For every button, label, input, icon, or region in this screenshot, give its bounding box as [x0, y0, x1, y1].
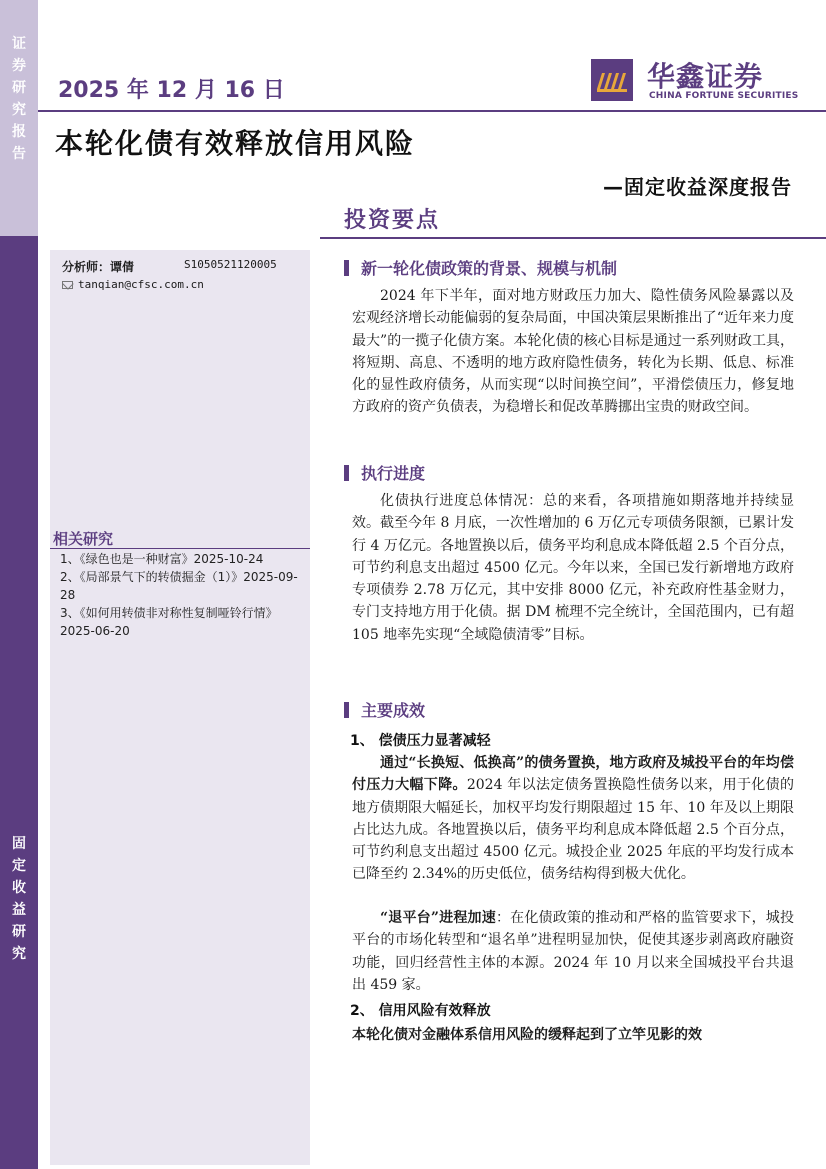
paragraph-debt-pressure: 通过“长换短、低换高”的债务置换，地方政府及城投平台的年均偿付压力大幅下降。2024 年以法定债务置换隐性债务以来，用于化债的地方债期限大幅延长，加权平均发行期限超过 15 年、10 年及以上期限占比达九成。各地置换以后，债务平均利息成本降低超 2.5 个百分点，可节约利息支出超过 4500 亿元。城投企业 2025 年底的平均发行成本已降至约 2.34%的历史低位，债务结构得到极大优化。	[352, 755, 795, 883]
related-research-divider	[50, 548, 310, 549]
related-research-item[interactable]: 2、《局部景气下的转债掘金（1）》2025-09-28	[60, 570, 298, 602]
related-research-item[interactable]: 1、《绿色也是一种财富》2025-10-24	[60, 552, 264, 566]
section-heading-progress: 执行进度	[344, 461, 425, 484]
header-divider	[38, 110, 826, 112]
investment-highlights-heading: 投资要点	[344, 208, 441, 233]
company-logo	[591, 55, 799, 105]
report-subtitle: —固定收益深度报告	[603, 175, 792, 199]
sidebar-label-fixed-income: 固 定 收 益 研 究	[12, 836, 26, 962]
report-title: 本轮化债有效释放信用风险	[55, 127, 416, 160]
envelope-icon	[62, 281, 73, 289]
report-date: 2025 年 12 月 16 日	[58, 78, 285, 103]
section-divider	[320, 237, 826, 239]
logo-mark-icon	[591, 59, 633, 101]
logo-chinese-name: 华鑫证券	[647, 60, 764, 93]
paragraph-platform-exit: “退平台”进程加速：在化债政策的推动和严格的监管要求下，城投平台的市场化转型和“退名单”进程明显加快，促使其逐步剥离政府融资功能，回归经营性主体的本源。2024 年 10 月以来全国城投平台共退出 459 家。	[352, 910, 794, 993]
subheading-credit-risk: 2、 信用风险有效释放	[350, 1003, 491, 1019]
paragraph-credit-risk: 本轮化债对金融体系信用风险的缓释起到了立竿见影的效	[352, 1027, 702, 1043]
paragraph-background: 2024 年下半年，面对地方财政压力加大、隐性债务风险暴露以及宏观经济增长动能偏弱的复杂局面，中国决策层果断推出了“近年来力度最大”的一揽子化债方案。本轮化债的核心目标是通过一系列财政工具，将短期、高息、不透明的地方政府隐性债务，转化为长期、低息、标准化的显性政府债务，从而实现“以时间换空间”，平滑偿债压力，修复地方政府的资产负债表，为稳增长和促改革腾挪出宝贵的财政空间。	[352, 288, 794, 416]
related-research-item[interactable]: 3、《如何用转债非对称性复制哑铃行情》2025-06-20	[60, 606, 278, 638]
left-info-panel	[50, 250, 310, 1165]
logo-english-name: CHINA FORTUNE SECURITIES	[649, 91, 799, 101]
paragraph-progress: 化债执行进度总体情况：总的来看，各项措施如期落地并持续显效。截至今年 8 月底，一次性增加的 6 万亿元专项债务限额，已累计发行 4 万亿元。各地置换以后，债务平均利息成本降低超 2.5 个百分点，可节约利息支出超过 4500 亿元。今年以来，全国已发行新增地方政府专项债券 2.78 万亿元，其中安排 8000 亿元，补充政府性基金财力，专门支持地方用于化债。据 DM 梳理不完全统计，全国范围内，已有超 105 地率先实现“全域隐债清零”目标。	[352, 493, 794, 643]
analyst-email-row	[62, 278, 204, 291]
analyst-row	[62, 258, 312, 275]
analyst-name: 谭倩	[110, 260, 135, 274]
related-research-title: 相关研究	[53, 530, 114, 548]
section-heading-background: 新一轮化债政策的背景、规模与机制	[344, 256, 617, 279]
section-heading-results: 主要成效	[344, 698, 425, 721]
related-research-list	[60, 550, 300, 640]
analyst-label: 分析师：	[62, 260, 111, 274]
subheading-debt-pressure: 1、 偿债压力显著减轻	[350, 733, 491, 749]
analyst-license-id: S1050521120005	[184, 258, 277, 271]
sidebar-label-report: 证 券 研 究 报 告	[12, 36, 26, 162]
analyst-email[interactable]: tanqian@cfsc.com.cn	[78, 278, 204, 291]
